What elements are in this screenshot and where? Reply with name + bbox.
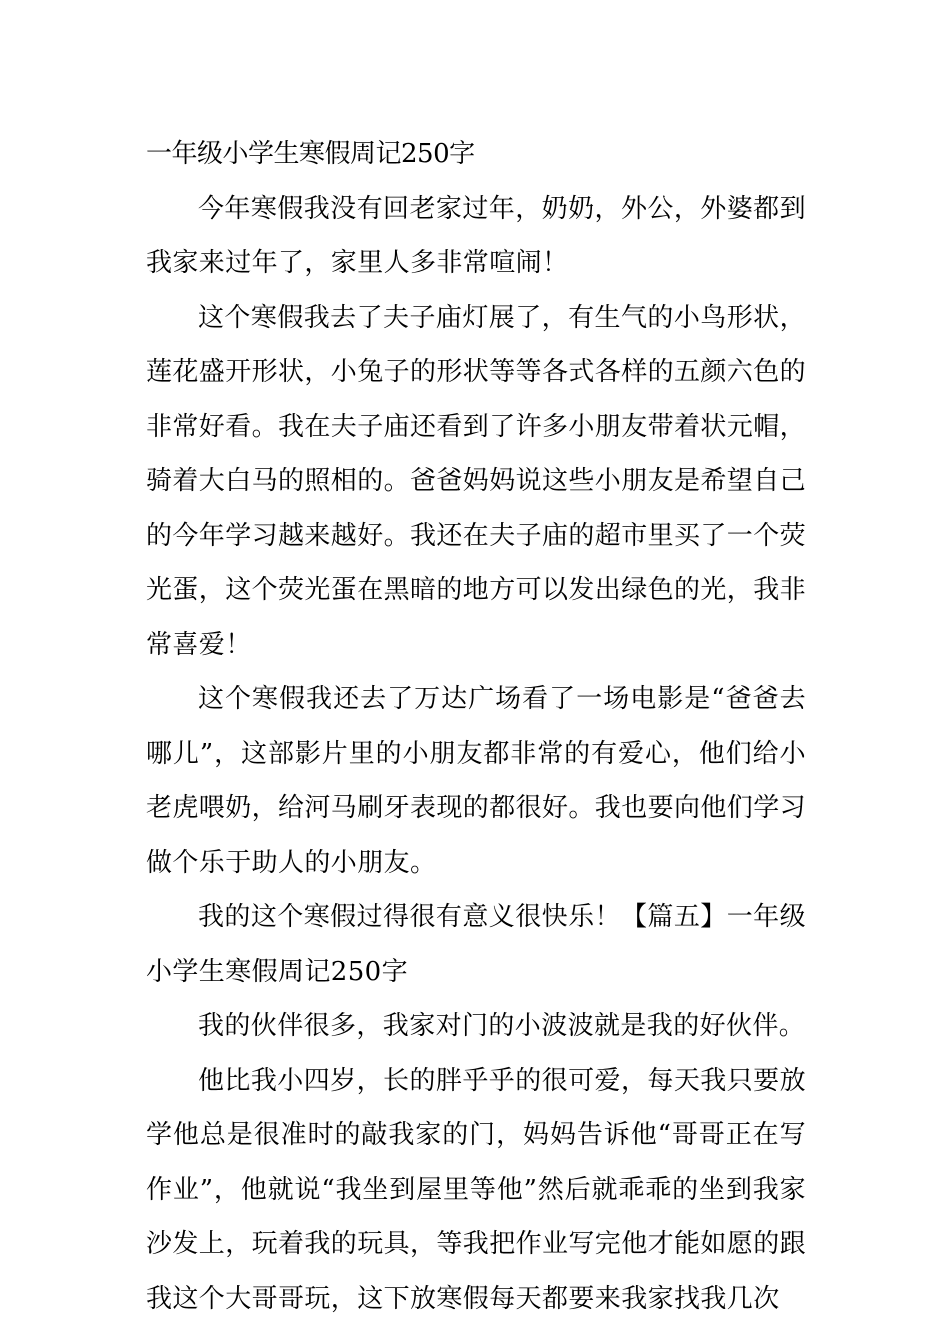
paragraph-6: 他比我小四岁，长的胖乎乎的很可爱，每天我只要放学他总是很准时的敲我家的门，妈妈告诉他“哥哥正在写作业”，他就说“我坐到屋里等他”然后就乖乖的坐到我家沙发上，玩着我的玩具，等我把作业写完他才能如愿的跟我这个大哥哥玩，这下放寒假每天都要来我家找我几次 [146,1065,807,1314]
paragraph-5: 我的伙伴很多，我家对门的小波波就是我的好伙伴。 [198,1011,806,1041]
document-title: 一年级小学生寒假周记250字 [146,139,475,169]
paragraph-1: 今年寒假我没有回老家过年，奶奶，外公，外婆都到我家来过年了，家里人多非常喧闹！ [146,193,806,278]
paragraph-2: 这个寒假我去了夫子庙灯展了，有生气的小鸟形状，莲花盛开形状，小兔子的形状等等各式各样的五颜六色的非常好看。我在夫子庙还看到了许多小朋友带着状元帽，骑着大白马的照相的。爸爸妈妈说这些小朋友是希望自己的今年学习越来越好。我还在夫子庙的超市里买了一个荧光蛋，这个荧光蛋在黑暗的地方可以发出绿色的光，我非常喜爱！ [146,302,807,660]
document-body [146,127,806,1326]
paragraph-4: 我的这个寒假过得很有意义很快乐！【篇五】一年级小学生寒假周记250字 [146,902,806,987]
paragraph-3: 这个寒假我还去了万达广场看了一场电影是“爸爸去哪儿”，这部影片里的小朋友都非常的有爱心，他们给小老虎喂奶，给河马刷牙表现的都很好。我也要向他们学习做个乐于助人的小朋友。 [146,684,807,878]
